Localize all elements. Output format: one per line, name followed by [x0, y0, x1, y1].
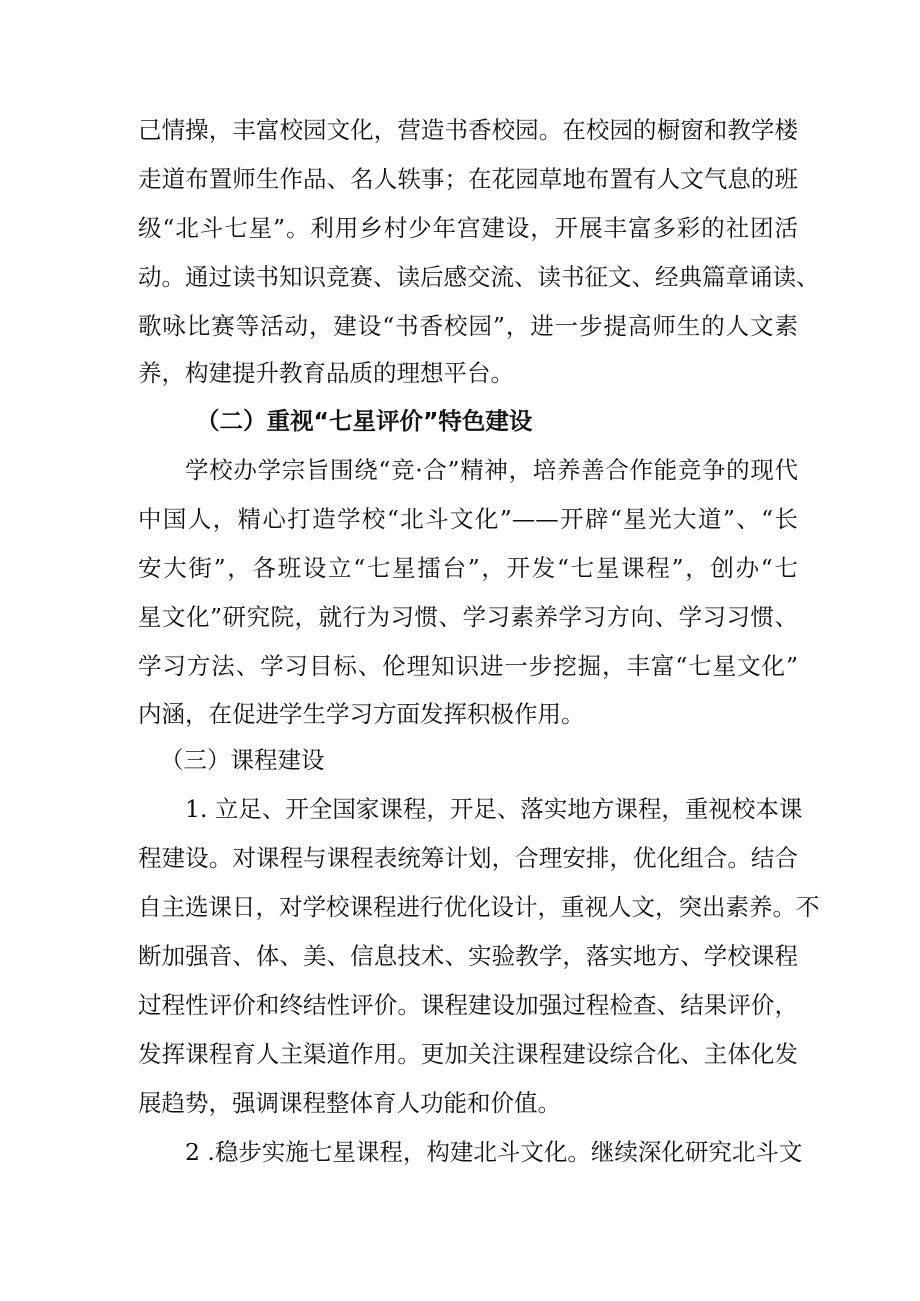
paragraph-line: 1. 立足、开全国家课程，开足、落实地方课程，重视校本课 [185, 795, 803, 823]
paragraph-line: 安大街”，各班设立“七星擂台”，开发“七星课程”，创办“七 [138, 554, 798, 582]
paragraph-line: 养，构建提升教育品质的理想平台。 [138, 359, 514, 387]
section-heading: （三）课程建设 [160, 746, 325, 774]
paragraph-line: 自主选课日，对学校课程进行优化设计，重视人文，突出素养。不 [138, 893, 820, 921]
paragraph-line: 断加强音、体、美、信息技术、实验教学，落实地方、学校课程 [138, 942, 798, 970]
paragraph-line: 动。通过读书知识竞赛、读后感交流、读书征文、经典篇章诵读、 [138, 263, 820, 291]
paragraph-line: 中国人，精心打造学校“北斗文化”——开辟“星光大道”、“长 [138, 505, 798, 533]
paragraph-line: 程建设。对课程与课程表统筹计划，合理安排，优化组合。结合 [138, 844, 798, 872]
paragraph-line: 过程性评价和终结性评价。课程建设加强过程检查、结果评价， [138, 991, 798, 1019]
paragraph-line: 级“北斗七星”。利用乡村少年宫建设，开展丰富多彩的社团活 [138, 214, 798, 242]
paragraph-line: 内涵，在促进学生学习方面发挥积极作用。 [138, 700, 585, 728]
paragraph-line: 学校办学宗旨围绕“竞·合”精神，培养善合作能竞争的现代 [185, 456, 798, 484]
paragraph-line: 歌咏比赛等活动，建设“书香校园”，进一步提高师生的人文素 [138, 312, 798, 340]
paragraph-line: 学习方法、学习目标、伦理知识进一步挖掘，丰富“七星文化” [138, 652, 798, 680]
paragraph-line: 星文化”研究院，就行为习惯、学习素养学习方向、学习习惯、 [138, 603, 798, 631]
paragraph-line: 展趋势，强调课程整体育人功能和价值。 [138, 1089, 561, 1117]
section-heading: （二）重视“七星评价”特色建设 [196, 407, 533, 435]
paragraph-line: 发挥课程育人主渠道作用。更加关注课程建设综合化、主体化发 [138, 1040, 798, 1068]
paragraph-line: 己情操，丰富校园文化，营造书香校园。在校园的橱窗和教学楼 [138, 116, 798, 144]
paragraph-line: 2 .稳步实施七星课程，构建北斗文化。继续深化研究北斗文 [185, 1138, 803, 1166]
paragraph-line: 走道布置师生作品、名人轶事；在花园草地布置有人文气息的班 [138, 165, 798, 193]
